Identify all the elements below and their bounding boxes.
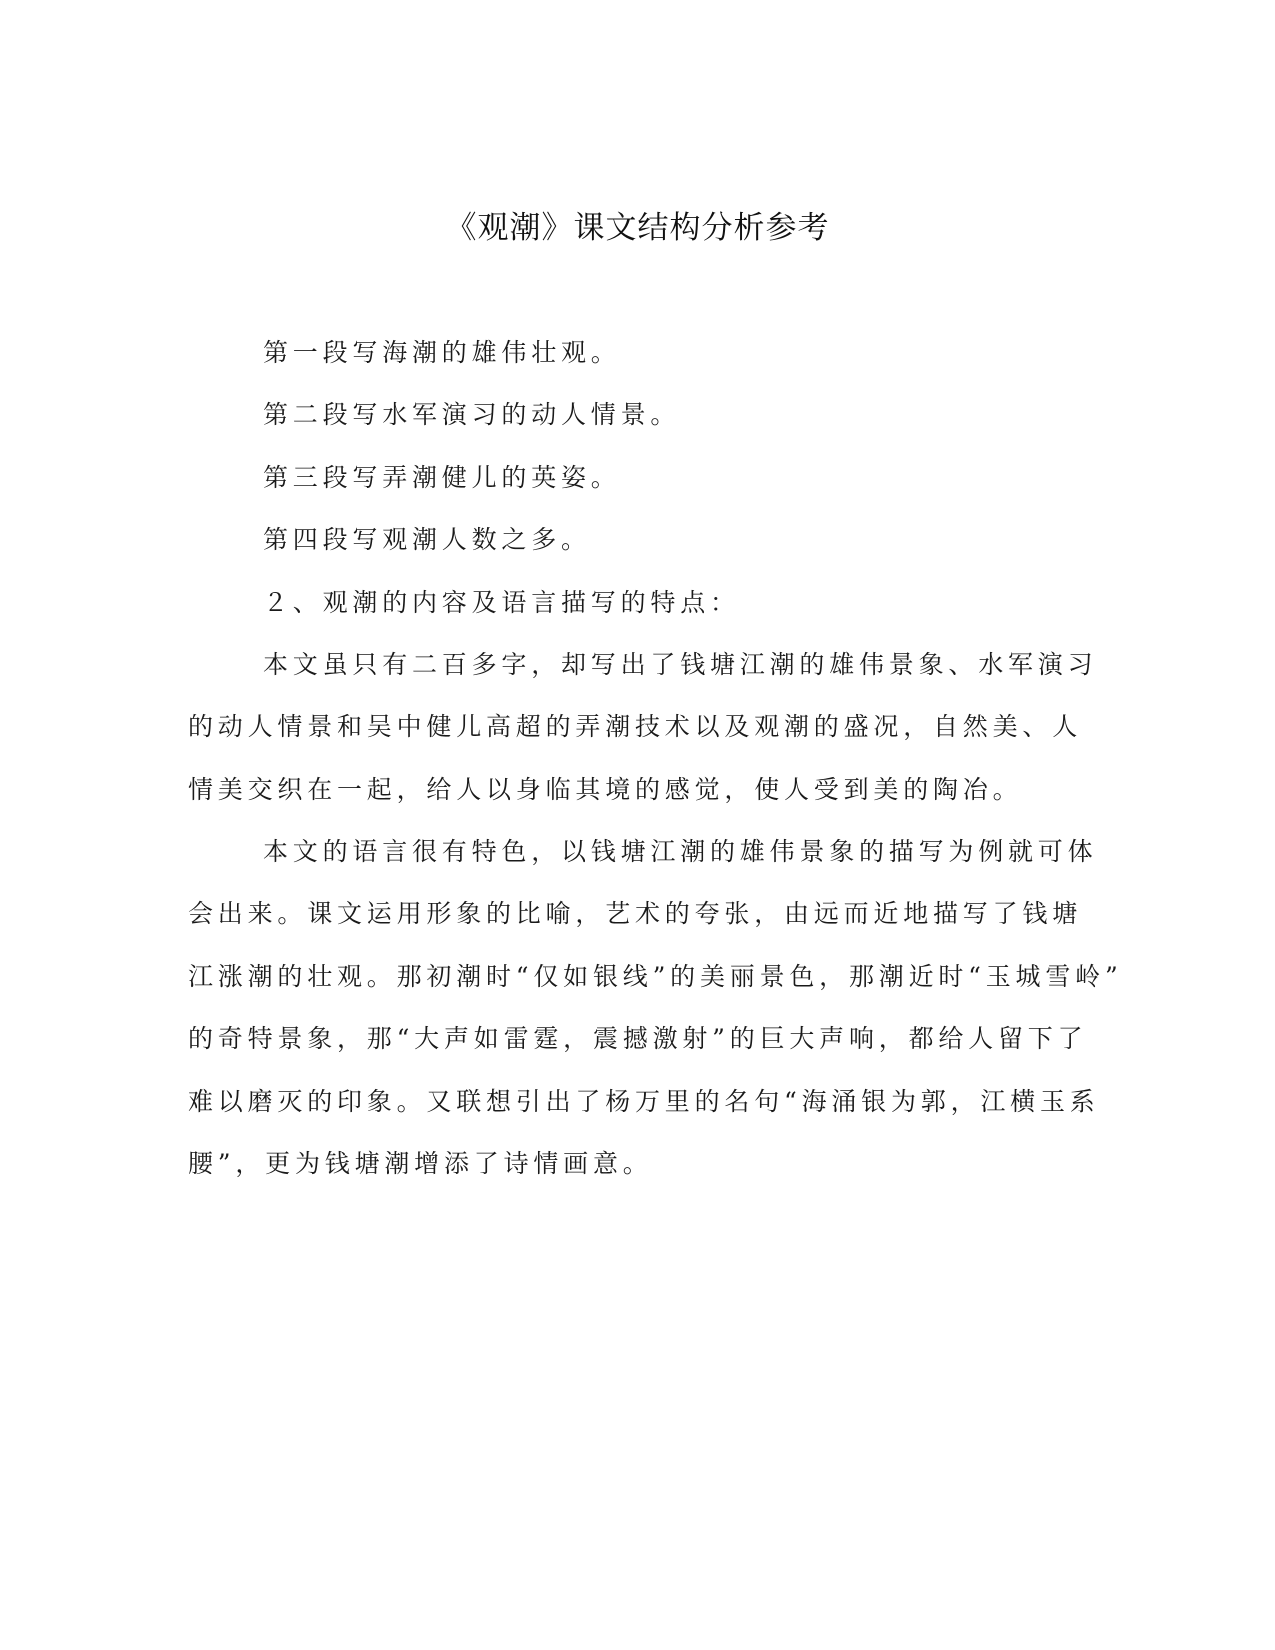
paragraph-line: 本文的语言很有特色，以钱塘江潮的雄伟景象的描写为例就可体 bbox=[263, 837, 1098, 866]
paragraph-line: 的奇特景象，那“大声如雷霆，震撼激射”的巨大声响，都给人留下了 bbox=[188, 1024, 1088, 1053]
section-item: 第一段写海潮的雄伟壮观。 bbox=[263, 338, 621, 367]
section-item: 第二段写水军演习的动人情景。 bbox=[263, 400, 681, 429]
paragraph-line: 江涨潮的壮观。那初潮时“仅如银线”的美丽景色，那潮近时“玉城雪岭” bbox=[188, 962, 1123, 991]
paragraph-line: 难以磨灭的印象。又联想引出了杨万里的名句“海涌银为郭，江横玉系 bbox=[188, 1087, 1100, 1116]
paragraph-line: 腰”，更为钱塘潮增添了诗情画意。 bbox=[188, 1149, 653, 1178]
document-title: 《观潮》课文结构分析参考 bbox=[445, 210, 830, 246]
subheading: ２、观潮的内容及语言描写的特点： bbox=[263, 588, 740, 617]
paragraph-line: 会出来。课文运用形象的比喻，艺术的夸张，由远而近地描写了钱塘 bbox=[188, 899, 1083, 928]
section-item: 第四段写观潮人数之多。 bbox=[263, 525, 591, 554]
paragraph-line: 本文虽只有二百多字，却写出了钱塘江潮的雄伟景象、水军演习 bbox=[263, 650, 1098, 679]
paragraph-line: 的动人情景和吴中健儿高超的弄潮技术以及观潮的盛况，自然美、人 bbox=[188, 712, 1083, 741]
paragraph-line: 情美交织在一起，给人以身临其境的感觉，使人受到美的陶冶。 bbox=[188, 775, 1023, 804]
section-item: 第三段写弄潮健儿的英姿。 bbox=[263, 463, 621, 492]
